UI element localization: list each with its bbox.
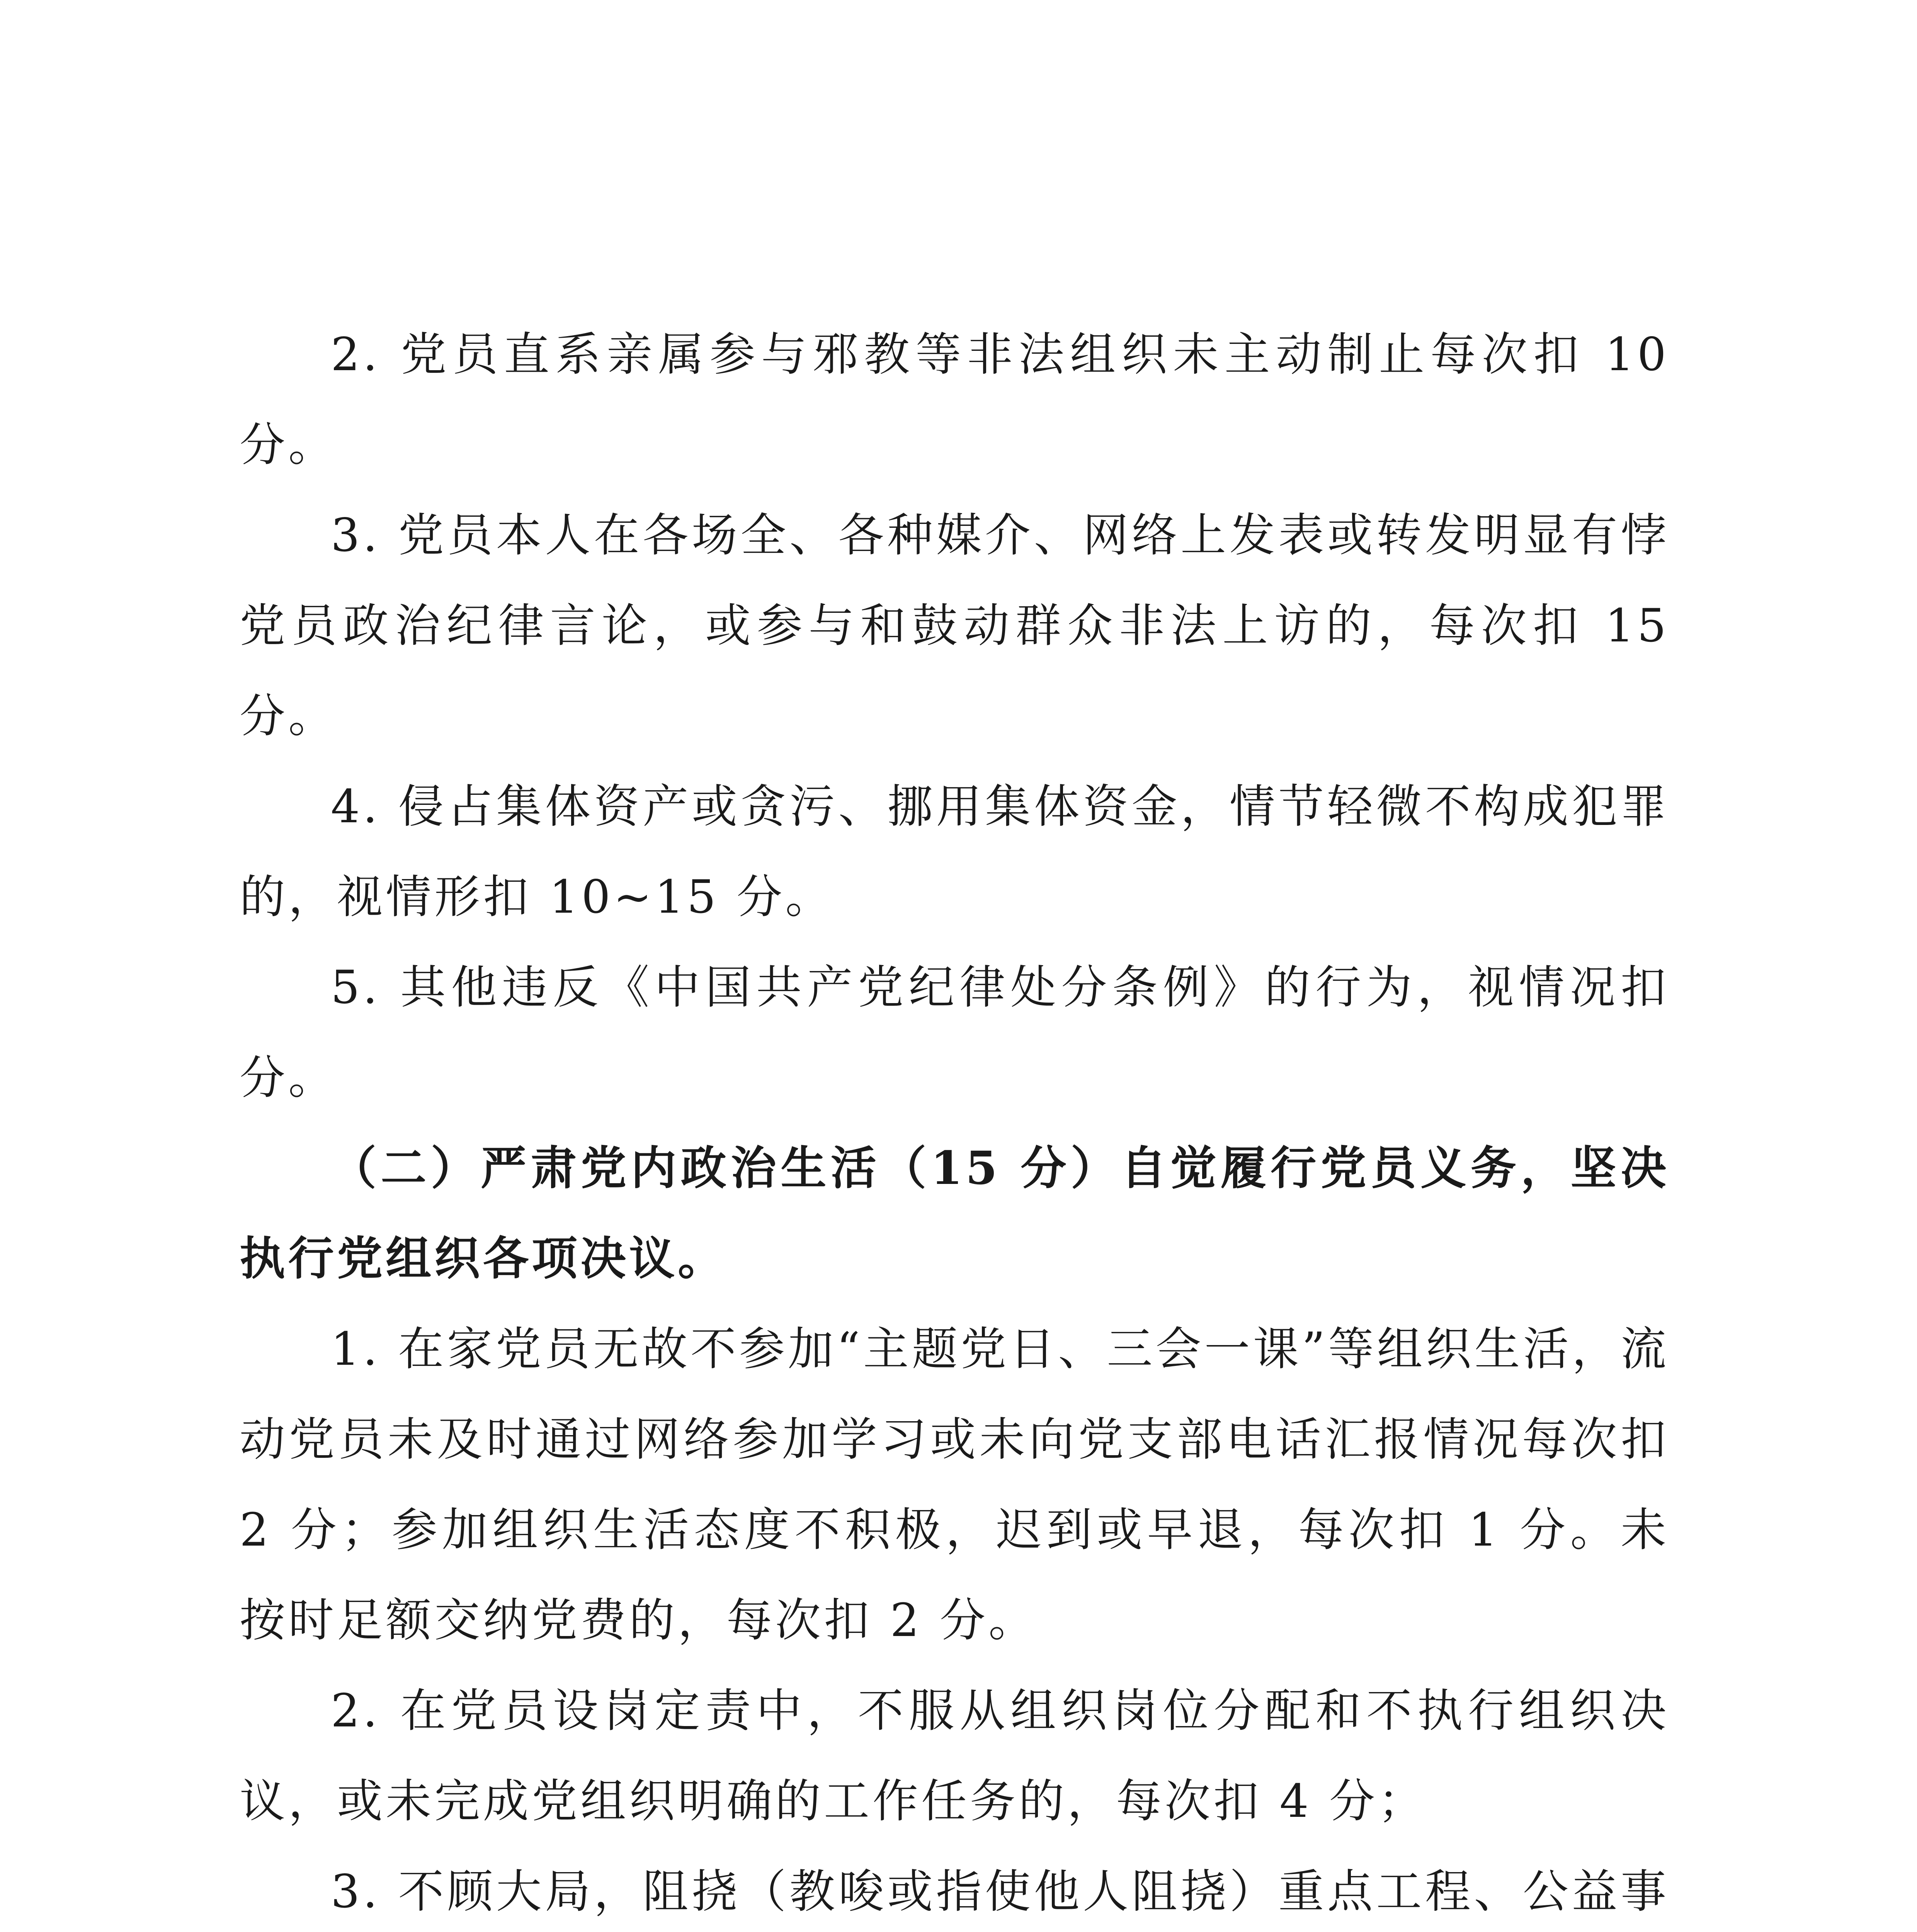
body-text (240, 309, 1669, 1932)
paragraph-item-4: 4. 侵占集体资产或贪污、挪用集体资金，情节轻微不构成犯罪的，视情形扣 10~15 分。 (240, 780, 1669, 923)
paragraph-item-2-2: 2. 在党员设岗定责中，不服从组织岗位分配和不执行组织决议，或未完成党组织明确的工作任务的，每次扣 4 分； (240, 1684, 1669, 1828)
paragraph-item-2-3: 3. 不顾大局，阻挠（教唆或指使他人阻挠）重点工程、公益事 (331, 1865, 1669, 1918)
paragraph-item-2: 2. 党员直系亲属参与邪教等非法组织未主动制止每次扣 10 分。 (240, 328, 1669, 471)
paragraph-item-3: 3. 党员本人在各场全、各种媒介、网络上发表或转发明显有悖党员政治纪律言论，或参与和鼓动群众非法上访的，每次扣 15 分。 (240, 509, 1669, 743)
section-heading-two: （二）严肃党内政治生活（15 分）自觉履行党员义务，坚决执行党组织各项决议。 (240, 1141, 1669, 1285)
paragraph-item-2-1: 1. 在家党员无故不参加“主题党日、三会一课”等组织生活，流动党员未及时通过网络参加学习或未向党支部电话汇报情况每次扣 2 分；参加组织生活态度不积极，迟到或早退，每次扣 1 分。未按时足额交纳党费的，每次扣 2 分。 (240, 1322, 1669, 1647)
paragraph-item-5: 5. 其他违反《中国共产党纪律处分条例》的行为，视情况扣分。 (240, 961, 1669, 1104)
